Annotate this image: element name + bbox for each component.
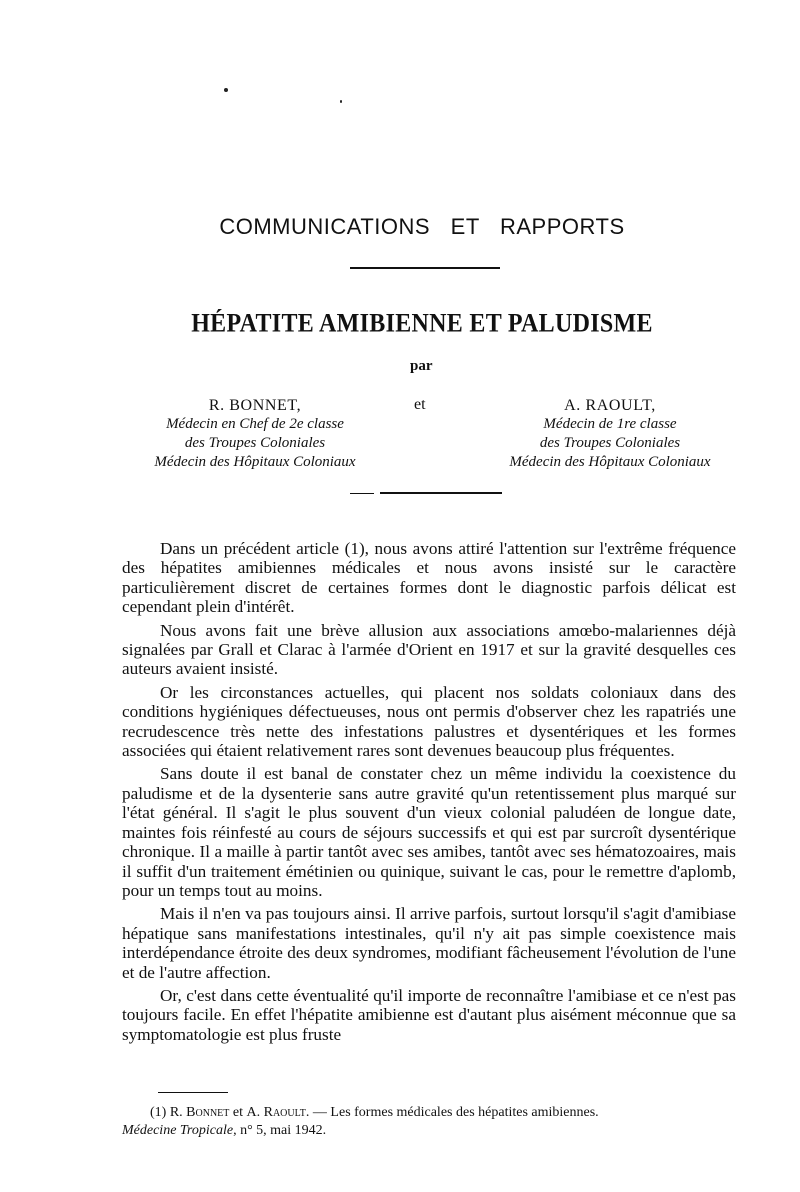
author-block-left: [140, 396, 370, 472]
author-credential: Médecin de 1re classe: [543, 416, 677, 432]
footnote-dash: —: [312, 1105, 327, 1120]
byline-et: et: [414, 396, 426, 413]
scan-speck: [224, 88, 228, 92]
body-paragraph: Dans un précédent article (1), nous avons attiré l'attention sur l'extrême fréquence des hépatites amibiennes médicales et nous avons insisté sur le caractère particulièrement discret de certaines formes dont le diagnostic parfois délicat est cependant plein d'intérêt.: [122, 539, 736, 617]
author-credential: des Troupes Coloniales: [184, 435, 326, 451]
footnote-line: [122, 1104, 736, 1122]
heading-divider: [350, 267, 500, 269]
author-credential: des Troupes Coloniales: [539, 435, 681, 451]
footnote-rule: [158, 1092, 228, 1093]
body-paragraph: Sans doute il est banal de constater chez un même individu la coexistence du paludisme et de la dysenterie sans autre gravité qu'un retentissement plus marqué sur l'état général. Il s'agit le plus souvent d'un vieux colonial paludéen de longue date, maintes fois réinfesté au cours de séjours successifs et qui est par surcroît dysentérique chronique. Il a maille à partir tantôt avec ses amibes, tantôt avec ses hématozoaires, mais il suffit d'un traitement émétinien ou quinique, suivant le cas, pour le remettre d'aplomb, pour un temps tout au moins.: [122, 764, 736, 900]
byline-par: par: [410, 358, 433, 374]
footnote-conj: et: [232, 1105, 243, 1120]
article-body: [122, 539, 736, 1048]
footnote-journal: Médecine Tropicale: [122, 1123, 234, 1138]
body-paragraph: Or, c'est dans cette éventualité qu'il importe de reconnaître l'amibiase et ce n'est pas toujours facile. En effet l'hépatite amibienne est d'autant plus aisément méconnue que sa symptomatologie est plus fruste: [122, 985, 736, 1044]
footnote-author: A. Raoult.: [246, 1105, 310, 1120]
footnote: [122, 1104, 736, 1140]
scan-speck: [340, 100, 342, 103]
author-divider: [380, 492, 502, 494]
author-name: R. BONNET,: [208, 397, 302, 414]
author-credential: Médecin des Hôpitaux Coloniaux: [154, 454, 356, 470]
author-credential: Médecin des Hôpitaux Coloniaux: [509, 454, 711, 470]
footnote-author: R. Bonnet: [169, 1105, 230, 1120]
author-name: A. RAOULT,: [564, 397, 656, 414]
author-credential: Médecin en Chef de 2e classe: [166, 416, 344, 432]
footnote-marker: (1): [150, 1105, 167, 1120]
section-heading: COMMUNICATIONS ET RAPPORTS: [219, 214, 625, 239]
author-divider-short: [350, 493, 374, 494]
author-block-right: [490, 396, 730, 472]
body-paragraph: Mais il n'en va pas toujours ainsi. Il arrive parfois, surtout lorsqu'il s'agit d'amibiase hépatique sans manifestations intestinales, qu'il n'y ait pas simple coexistence mais interdépendance étroite des deux syndromes, modifiant fâcheusement l'évolution de l'une et de l'autre affection.: [122, 904, 736, 982]
footnote-details: , n° 5, mai 1942.: [233, 1123, 327, 1138]
article-title: HÉPATITE AMIBIENNE ET PALUDISME: [191, 309, 653, 339]
footnote-title: Les formes médicales des hépatites amibiennes.: [330, 1105, 599, 1120]
body-paragraph: Nous avons fait une brève allusion aux associations amœbo-malariennes déjà signalées par Grall et Clarac à l'armée d'Orient en 1917 et sur la gravité desquelles ces auteurs avaient insisté.: [122, 620, 736, 679]
body-paragraph: Or les circonstances actuelles, qui placent nos soldats coloniaux dans des conditions hygiéniques défectueuses, nous ont permis d'observer chez les rapatriés une recrudescence très nette des infestations palustres et dysentériques et les formes associées qui étaient relativement rares sont devenues beaucoup plus fréquentes.: [122, 682, 736, 761]
